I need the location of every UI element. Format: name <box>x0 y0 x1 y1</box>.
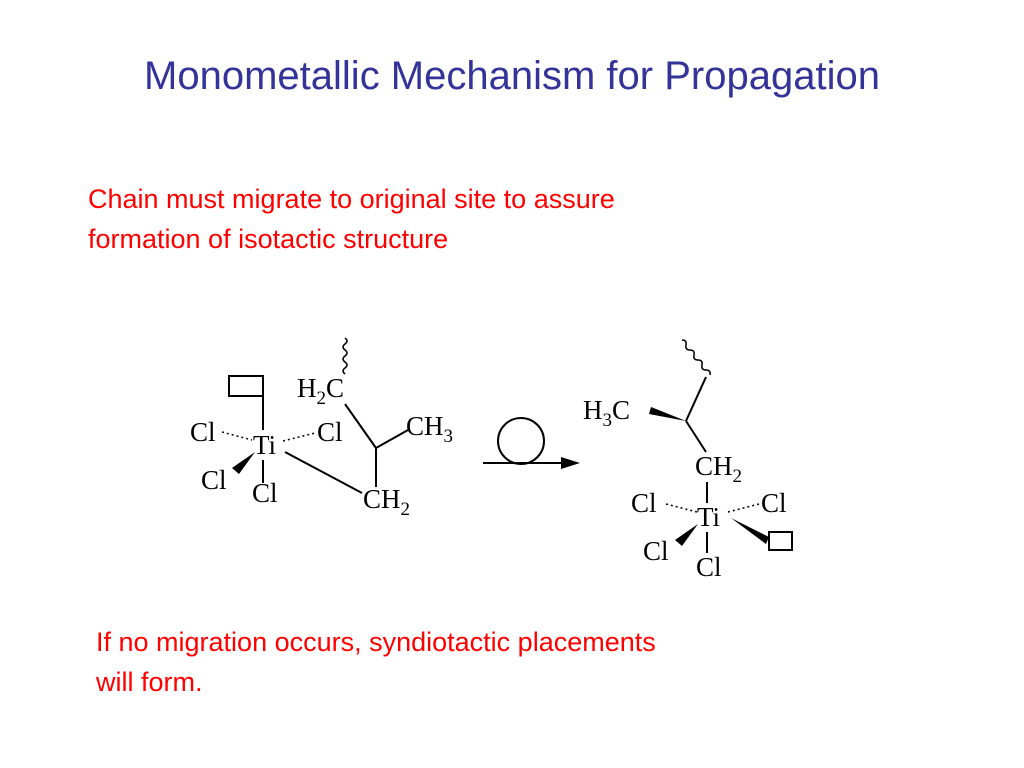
left-ti-cl-wedge-bond <box>232 452 255 474</box>
top-note-line-2: formation of isotactic structure <box>88 224 449 254</box>
right-ti-cl-left-dashed-bond <box>666 504 697 512</box>
right-ti-cl-right-dashed-bond <box>728 504 759 512</box>
left-ch3-label: $CH_3$ <box>406 411 454 447</box>
right-wavy-chain-bond <box>682 340 710 375</box>
right-complex <box>583 340 792 582</box>
left-cl-lower-label: Cl <box>252 478 278 508</box>
left-h2c-ch-bond <box>345 404 376 448</box>
right-ti-label: Ti <box>697 502 721 532</box>
bottom-note-line-2: will form. <box>96 667 203 697</box>
right-ti-cl-wedge-bond <box>675 524 698 546</box>
bottom-note <box>96 622 656 702</box>
left-ti-label: Ti <box>253 430 277 460</box>
left-cl-left-label: Cl <box>190 417 216 447</box>
left-cl-right-label: Cl <box>317 417 343 447</box>
left-complex <box>190 338 453 520</box>
right-h3c-label: $H_3C$ <box>583 395 631 431</box>
slide-title: Monometallic Mechanism for Propagation <box>144 54 880 98</box>
left-h2c-label: $H_2C$ <box>297 373 345 409</box>
right-cl-right-label: Cl <box>761 488 787 518</box>
right-ch-ch2-bond <box>686 421 706 452</box>
left-wavy-chain-bond <box>343 338 347 374</box>
right-ch2-label: $CH_2$ <box>695 451 743 487</box>
arrow-head <box>561 457 580 469</box>
left-ti-cl-right-dashed-bond <box>283 433 315 441</box>
right-chain-ch-bond <box>686 377 706 421</box>
arrow-circle <box>498 418 544 464</box>
bottom-note-line-1: If no migration occurs, syndiotactic placements <box>96 627 656 657</box>
right-cl-wedge-label: Cl <box>643 536 669 566</box>
left-ti-cl-left-dashed-bond <box>222 432 252 440</box>
left-ti-ch2-bond <box>285 452 362 493</box>
left-ch-ch3-bond <box>376 430 408 448</box>
left-ch2-label: $CH_2$ <box>363 484 411 520</box>
right-ch-h3c-wedge-bond <box>649 407 686 421</box>
right-vacant-site-box <box>769 532 792 550</box>
top-note-line-1: Chain must migrate to original site to assure <box>88 184 615 214</box>
reaction-arrow <box>483 418 580 469</box>
right-ti-vacant-wedge-bond <box>731 518 769 544</box>
right-cl-lower-label: Cl <box>696 552 722 582</box>
left-cl-wedge-label: Cl <box>201 465 227 495</box>
right-cl-left-label: Cl <box>631 488 657 518</box>
left-vacant-site-box <box>229 376 263 396</box>
